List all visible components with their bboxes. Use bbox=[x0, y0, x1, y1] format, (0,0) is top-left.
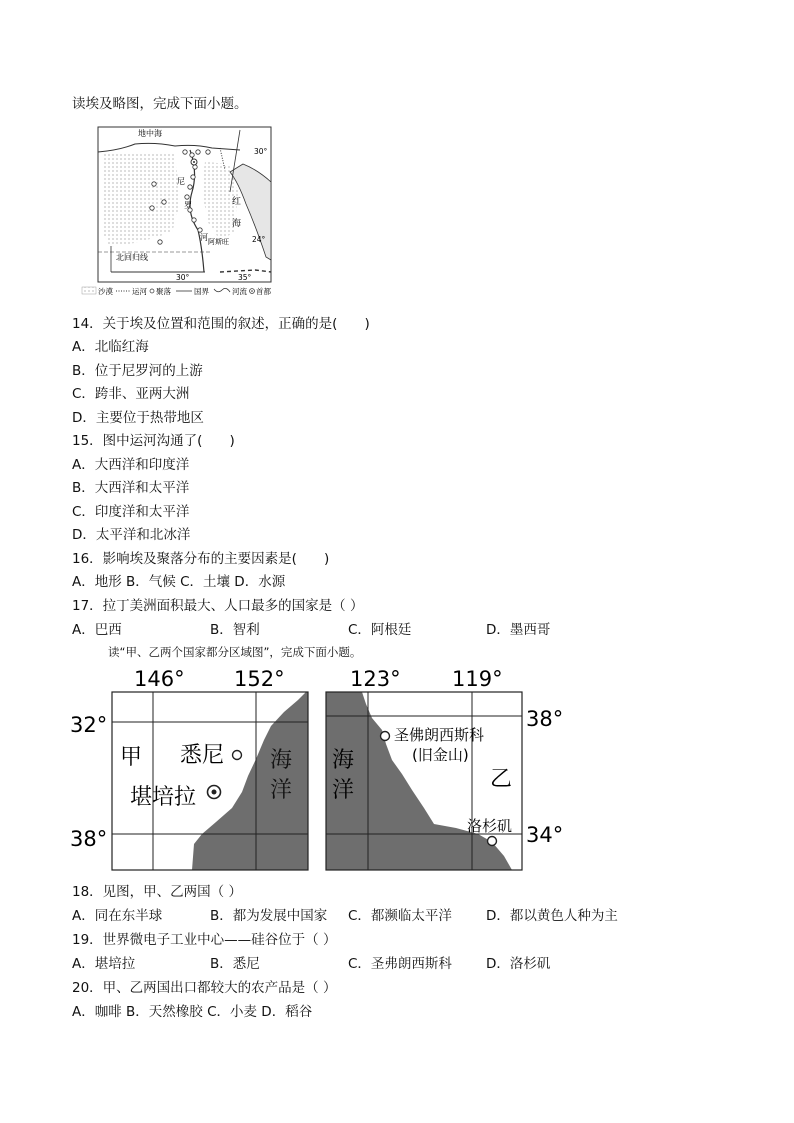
yi-sea-label-1: 海 bbox=[332, 748, 355, 773]
yi-lat-34: 34° bbox=[526, 823, 564, 847]
jia-sea-label-1: 海 bbox=[270, 748, 293, 773]
q20-options[interactable]: A．咖啡 B．天然橡胶 C．小麦 D．稻谷 bbox=[72, 1004, 313, 1020]
jia-lat-32: 32° bbox=[70, 713, 108, 737]
aswan-label: 阿斯旺 bbox=[208, 238, 229, 246]
q18-option-a[interactable]: A．同在东半球 bbox=[72, 908, 163, 924]
yi-city-san-francisco: 圣佛朗西斯科 bbox=[394, 726, 485, 744]
yi-sea-label-2: 洋 bbox=[332, 778, 355, 803]
red-sea-label-1: 红 bbox=[232, 197, 242, 207]
q17-options bbox=[72, 622, 632, 639]
q15-option-a[interactable]: A．大西洋和印度洋 bbox=[72, 457, 190, 473]
map-jia bbox=[66, 664, 312, 874]
nile-label-2: 罗 bbox=[184, 201, 192, 210]
legend-capital: 首都 bbox=[256, 287, 271, 296]
jia-city-canberra: 堪培拉 bbox=[130, 785, 197, 810]
jia-lon-146: 146° bbox=[134, 667, 185, 691]
q20-stem: 20．甲、乙两国出口都较大的农产品是（ ） bbox=[72, 980, 337, 996]
q18-options bbox=[72, 908, 652, 925]
yi-lon-123: 123° bbox=[350, 667, 401, 691]
jia-city-sydney: 悉尼 bbox=[180, 743, 225, 768]
q17-option-c[interactable]: C．阿根廷 bbox=[348, 622, 412, 638]
legend-river: 河流 bbox=[232, 287, 247, 296]
q19-option-c[interactable]: C．圣弗朗西斯科 bbox=[348, 956, 452, 972]
q14-option-b[interactable]: B．位于尼罗河的上游 bbox=[72, 363, 203, 379]
q18-option-b[interactable]: B．都为发展中国家 bbox=[210, 908, 328, 924]
q15-option-c[interactable]: C．印度洋和太平洋 bbox=[72, 504, 190, 520]
yi-city-san-francisco-alt: (旧金山) bbox=[412, 746, 469, 764]
q16-options[interactable]: A．地形 B．气候 C．土壤 D．水源 bbox=[72, 574, 286, 590]
legend-desert: 沙漠 bbox=[98, 287, 113, 296]
q19-option-b[interactable]: B．悉尼 bbox=[210, 956, 260, 972]
q18-stem: 18．见图，甲、乙两国（ ） bbox=[72, 884, 242, 900]
q19-option-d[interactable]: D．洛杉矶 bbox=[486, 956, 551, 972]
tropic-label: 北回归线 bbox=[116, 253, 148, 262]
q15-stem: 15．图中运河沟通了( ) bbox=[72, 433, 235, 449]
q17-option-a[interactable]: A．巴西 bbox=[72, 622, 122, 638]
q18-option-d[interactable]: D．都以黄色人种为主 bbox=[486, 908, 618, 924]
q19-option-a[interactable]: A．堪培拉 bbox=[72, 956, 136, 972]
yi-city-los-angeles: 洛杉矶 bbox=[467, 817, 513, 835]
yi-lat-38: 38° bbox=[526, 707, 564, 731]
egypt-intro: 读埃及略图，完成下面小题。 bbox=[72, 96, 248, 112]
legend-border: 国界 bbox=[194, 287, 209, 296]
nile-label-1: 尼 bbox=[177, 177, 185, 186]
q19-stem: 19．世界微电子工业中心——硅谷位于（ ） bbox=[72, 932, 337, 948]
lat-30-label: 30° bbox=[254, 147, 268, 156]
legend-canal: 运河 bbox=[132, 287, 147, 296]
map2-intro: 读“甲、乙两个国家都分区域图”，完成下面小题。 bbox=[108, 645, 362, 659]
jia-lat-38: 38° bbox=[70, 827, 108, 851]
lon-30-label: 30° bbox=[176, 273, 190, 282]
q15-option-d[interactable]: D．太平洋和北冰洋 bbox=[72, 527, 191, 543]
q15-option-b[interactable]: B．大西洋和太平洋 bbox=[72, 480, 190, 496]
q14-option-a[interactable]: A．北临红海 bbox=[72, 339, 149, 355]
lon-35-label: 35° bbox=[238, 273, 252, 282]
jia-lon-152: 152° bbox=[234, 667, 285, 691]
yi-lon-119: 119° bbox=[452, 667, 503, 691]
yi-country-label: 乙 bbox=[490, 767, 513, 792]
map-yi bbox=[322, 664, 580, 874]
q14-option-c[interactable]: C．跨非、亚两大洲 bbox=[72, 386, 190, 402]
mediterranean-label: 地中海 bbox=[138, 129, 162, 138]
q16-stem: 16．影响埃及聚落分布的主要因素是( ) bbox=[72, 551, 330, 567]
q17-option-d[interactable]: D．墨西哥 bbox=[486, 622, 551, 638]
egypt-map bbox=[80, 122, 320, 300]
nile-label-3: 河 bbox=[200, 233, 208, 242]
lat-24-label: 24° bbox=[252, 235, 266, 244]
q19-options bbox=[72, 956, 652, 973]
jia-sea-label-2: 洋 bbox=[270, 778, 293, 803]
q14-option-d[interactable]: D．主要位于热带地区 bbox=[72, 410, 204, 426]
jia-country-label: 甲 bbox=[120, 745, 143, 770]
q18-option-c[interactable]: C．都濒临太平洋 bbox=[348, 908, 452, 924]
q17-stem: 17．拉丁美洲面积最大、人口最多的国家是（ ） bbox=[72, 598, 364, 614]
legend-desert-swatch bbox=[82, 287, 96, 294]
q14-stem: 14．关于埃及位置和范围的叙述，正确的是( ) bbox=[72, 316, 370, 332]
red-sea-label-2: 海 bbox=[232, 219, 242, 229]
q17-option-b[interactable]: B．智利 bbox=[210, 622, 260, 638]
legend-settlement: 聚落 bbox=[156, 287, 171, 296]
